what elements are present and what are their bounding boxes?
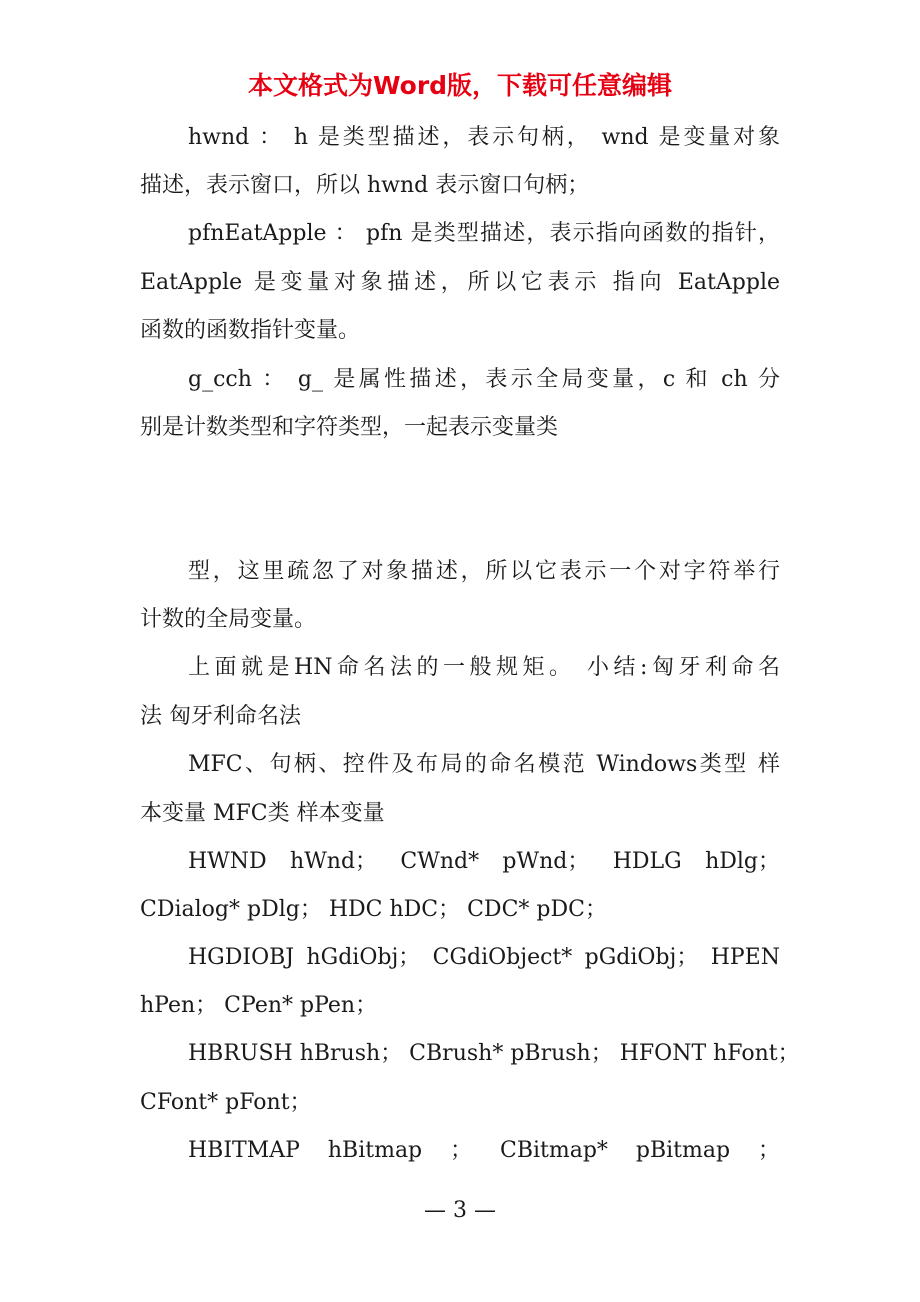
paragraph-line: HBRUSH hBrush； CBrush* pBrush； HFONT hFont； xyxy=(188,1041,800,1066)
paragraph-line: HBITMAP hBitmap ； CBitmap* pBitmap ； xyxy=(188,1138,780,1163)
paragraph-line: 描述，表示窗口，所以 hwnd 表示窗口句柄； xyxy=(140,173,590,198)
paragraph-line: MFC、句柄、控件及布局的命名模范 Windows类型 样 xyxy=(188,752,780,777)
paragraph-line: hPen； CPen* pPen； xyxy=(140,993,378,1018)
paragraph-line: EatApple 是变量对象描述，所以它表示 指向 EatApple xyxy=(140,270,780,295)
paragraph-line: 函数的函数指针变量。 xyxy=(140,318,361,343)
paragraph-line: pfnEatApple ： pfn 是类型描述，表示指向函数的指针， xyxy=(188,221,780,246)
download-notice-banner: 本文格式为Word版，下载可任意编辑 xyxy=(247,71,673,100)
paragraph-line: HGDIOBJ hGdiObj； CGdiObject* pGdiObj； HPEN xyxy=(188,945,780,970)
paragraph-line: CFont* pFont； xyxy=(140,1090,312,1115)
paragraph-line: hwnd ： h 是类型描述，表示句柄， wnd 是变量对象 xyxy=(188,125,780,150)
paragraph-line: g_cch ： g_ 是属性描述，表示全局变量，c 和 ch 分 xyxy=(188,367,780,392)
paragraph-line: 型，这里疏忽了对象描述，所以它表示一个对字符举行 xyxy=(188,559,780,584)
paragraph-line: 计数的全局变量。 xyxy=(140,607,317,632)
paragraph-line: 法 匈牙利命名法 xyxy=(140,704,301,729)
paragraph-line: 别是计数类型和字符类型，一起表示变量类 xyxy=(140,415,559,440)
paragraph-line: CDialog* pDlg； HDC hDC； CDC* pDC； xyxy=(140,897,607,922)
paragraph-line: HWND hWnd； CWnd* pWnd； HDLG hDlg； xyxy=(188,849,780,874)
paragraph-line: 上面就是HN命名法的一般规矩。 小结:匈牙利命名 xyxy=(188,655,780,680)
page-number: — 3 — xyxy=(424,1198,496,1223)
paragraph-line: 本变量 MFC类 样本变量 xyxy=(140,801,385,826)
